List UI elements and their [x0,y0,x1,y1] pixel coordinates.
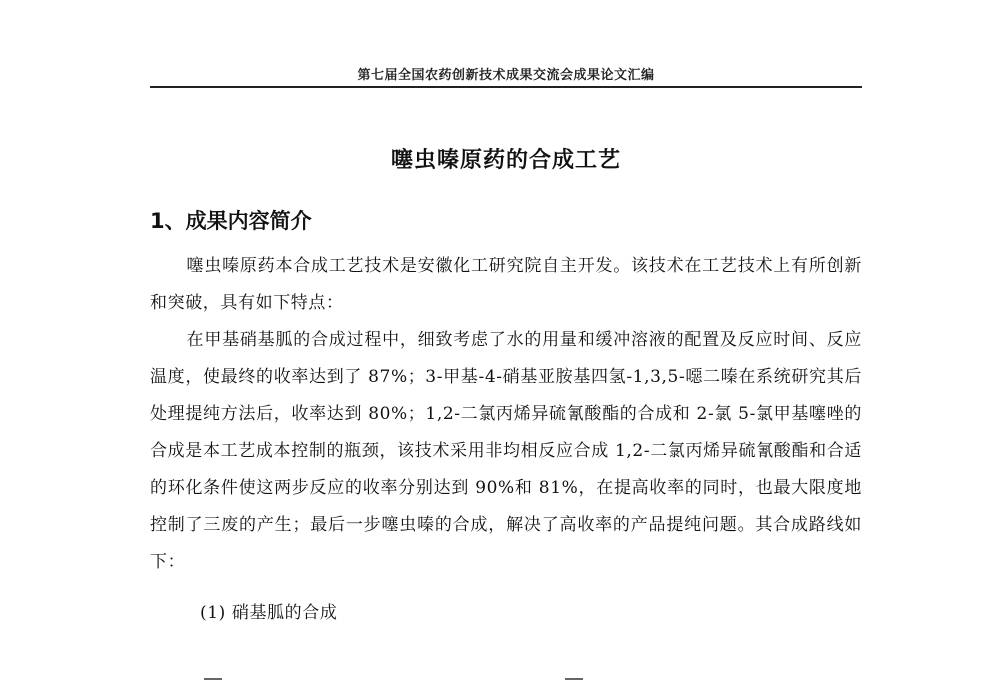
cropped-glyph-fragment [565,678,583,680]
paragraph-features: 在甲基硝基胍的合成过程中，细致考虑了水的用量和缓冲溶液的配置及反应时间、反应温度，使最终的收率达到了 87%；3-甲基-4-硝基亚胺基四氢-1,3,5-噁二嗪在系统研究其后处理提纯方法后，收率达到 80%；1,2-二氯丙烯异硫氰酸酯的合成和 2-氯 5-氯甲基噻唑的合成是本工艺成本控制的瓶颈，该技术采用非均相反应合成 1,2-二氯丙烯异硫氰酸酯和合适的环化条件使这两步反应的收率分别达到 90%和 81%，在提高收率的同时，也最大限度地控制了三废的产生；最后一步噻虫嗪的合成，解决了高收率的产品提纯问题。其合成路线如下： [150,330,862,572]
running-header: 第七届全国农药创新技术成果交流会成果论文汇编 [357,68,655,83]
cropped-glyph-fragment [204,678,222,680]
subsection-heading: (1) 硝基胍的合成 [200,603,338,623]
page-bottom-fragments [0,672,1000,684]
document-title: 噻虫嗪原药的合成工艺 [390,147,621,173]
header-rule [150,86,862,88]
paragraph-intro: 噻虫嗪原药本合成工艺技术是安徽化工研究院自主开发。该技术在工艺技术上有所创新和突破，具有如下特点： [150,256,862,313]
section-heading: 1、成果内容简介 [150,209,312,233]
